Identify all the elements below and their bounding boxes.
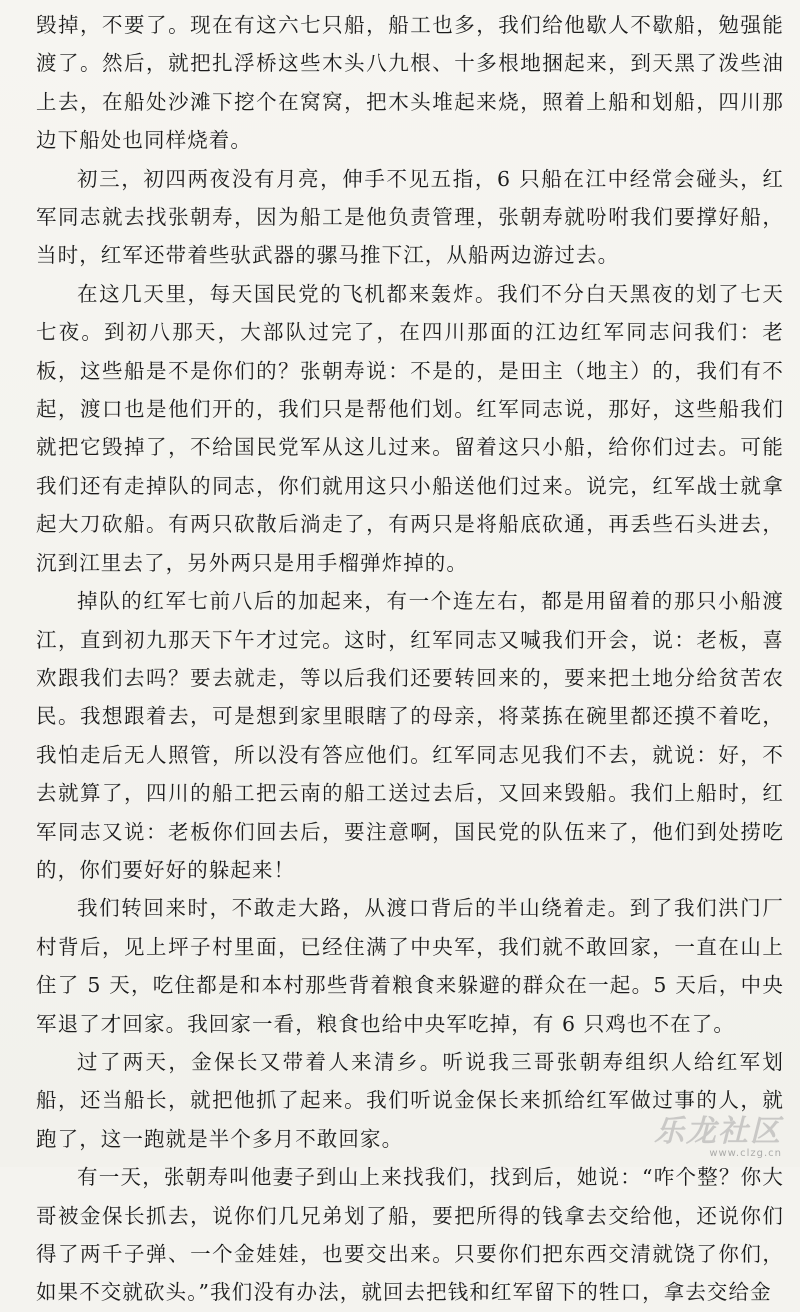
paragraph: 掉队的红军七前八后的加起来，有一个连左右，都是用留着的那只小船渡江，直到初九那天下午才过完。这时，红军同志又喊我们开会，说：老板，喜欢跟我们去吗？要去就走，等以后我们还要转回来的，要来把土地分给贫苦农民。我想跟着去，可是想到家里眼瞎了的母亲，将菜拣在碗里都还摸不着吃，我怕走后无人照管，所以没有答应他们。红军同志见我们不去，就说：好，不去就算了，四川的船工把云南的船工送过去后，又回来毁船。我们上船时，红军同志又说：老板你们回去后，要注意啊，国民党的队伍来了，他们到处捞吃的，你们要好好的躲起来！ bbox=[36, 589, 784, 882]
paragraph: 我们转回来时，不敢走大路，从渡口背后的半山绕着走。到了我们洪门厂村背后，见上坪子村里面，已经住满了中央军，我们就不敢回家，一直在山上住了 5 天，吃住都是和本村那些背着粮食来躲避的群众在一起。5 天后，中央军退了才回家。我回家一看，粮食也给中央军吃掉，有 6 只鸡也不在了。 bbox=[36, 896, 784, 1036]
watermark-url: www.clzg.cn bbox=[709, 1148, 782, 1159]
paragraph: 有一天，张朝寿叫他妻子到山上来找我们，找到后，她说：“咋个整？你大哥被金保长抓去，说你们几兄弟划了船，要把所得的钱拿去交给他，还说你们得了两千子弹、一个金娃娃，也要交出来。只要你们把东西交清就饶了你们，如果不交就砍头。”我们没有办法，就回去把钱和红军留下的牲口，拿去交给金 bbox=[36, 1165, 784, 1305]
paragraph: 毁掉，不要了。现在有这六七只船，船工也多，我们给他歇人不歇船，勉强能渡了。然后，就把扎浮桥这些木头八九根、十多根地捆起来，到天黑了泼些油上去，在船处沙滩下挖个在窝窝，把木头堆起来烧，照着上船和划船，四川那边下船处也同样烧着。 bbox=[36, 13, 784, 153]
watermark-logo: 乐龙社区 bbox=[654, 1114, 782, 1149]
paragraph: 初三，初四两夜没有月亮，伸手不见五指，6 只船在江中经常会碰头，红军同志就去找张朝寿，因为船工是他负责管理，张朝寿就吩咐我们要撑好船，当时，红军还带着些驮武器的骡马推下江，从船两边游过去。 bbox=[36, 166, 784, 268]
paragraph: 在这几天里，每天国民党的飞机都来轰炸。我们不分白天黑夜的划了七天七夜。到初八那天，大部队过完了，在四川那面的江边红军同志问我们：老板，这些船是不是你们的？张朝寿说：不是的，是田主（地主）的，我们有不起，渡口也是他们开的，我们只是帮他们划。红军同志说，那好，这些船我们就把它毁掉了，不给国民党军从这儿过来。留着这只小船，给你们过去。可能我们还有走掉队的同志，你们就用这只小船送他们过来。说完，红军战士就拿起大刀砍船。有两只砍散后淌走了，有两只是将船底砍通，再丢些石头进去，沉到江里去了，另外两只是用手榴弹炸掉的。 bbox=[36, 281, 784, 575]
paragraph: 过了两天，金保长又带着人来清乡。听说我三哥张朝寿组织人给红军划船，还当船长，就把他抓了起来。我们听说金保长来抓给红军做过事的人，就跑了，这一跑就是半个多月不敢回家。 bbox=[36, 1049, 784, 1151]
document-body bbox=[36, 6, 784, 1312]
